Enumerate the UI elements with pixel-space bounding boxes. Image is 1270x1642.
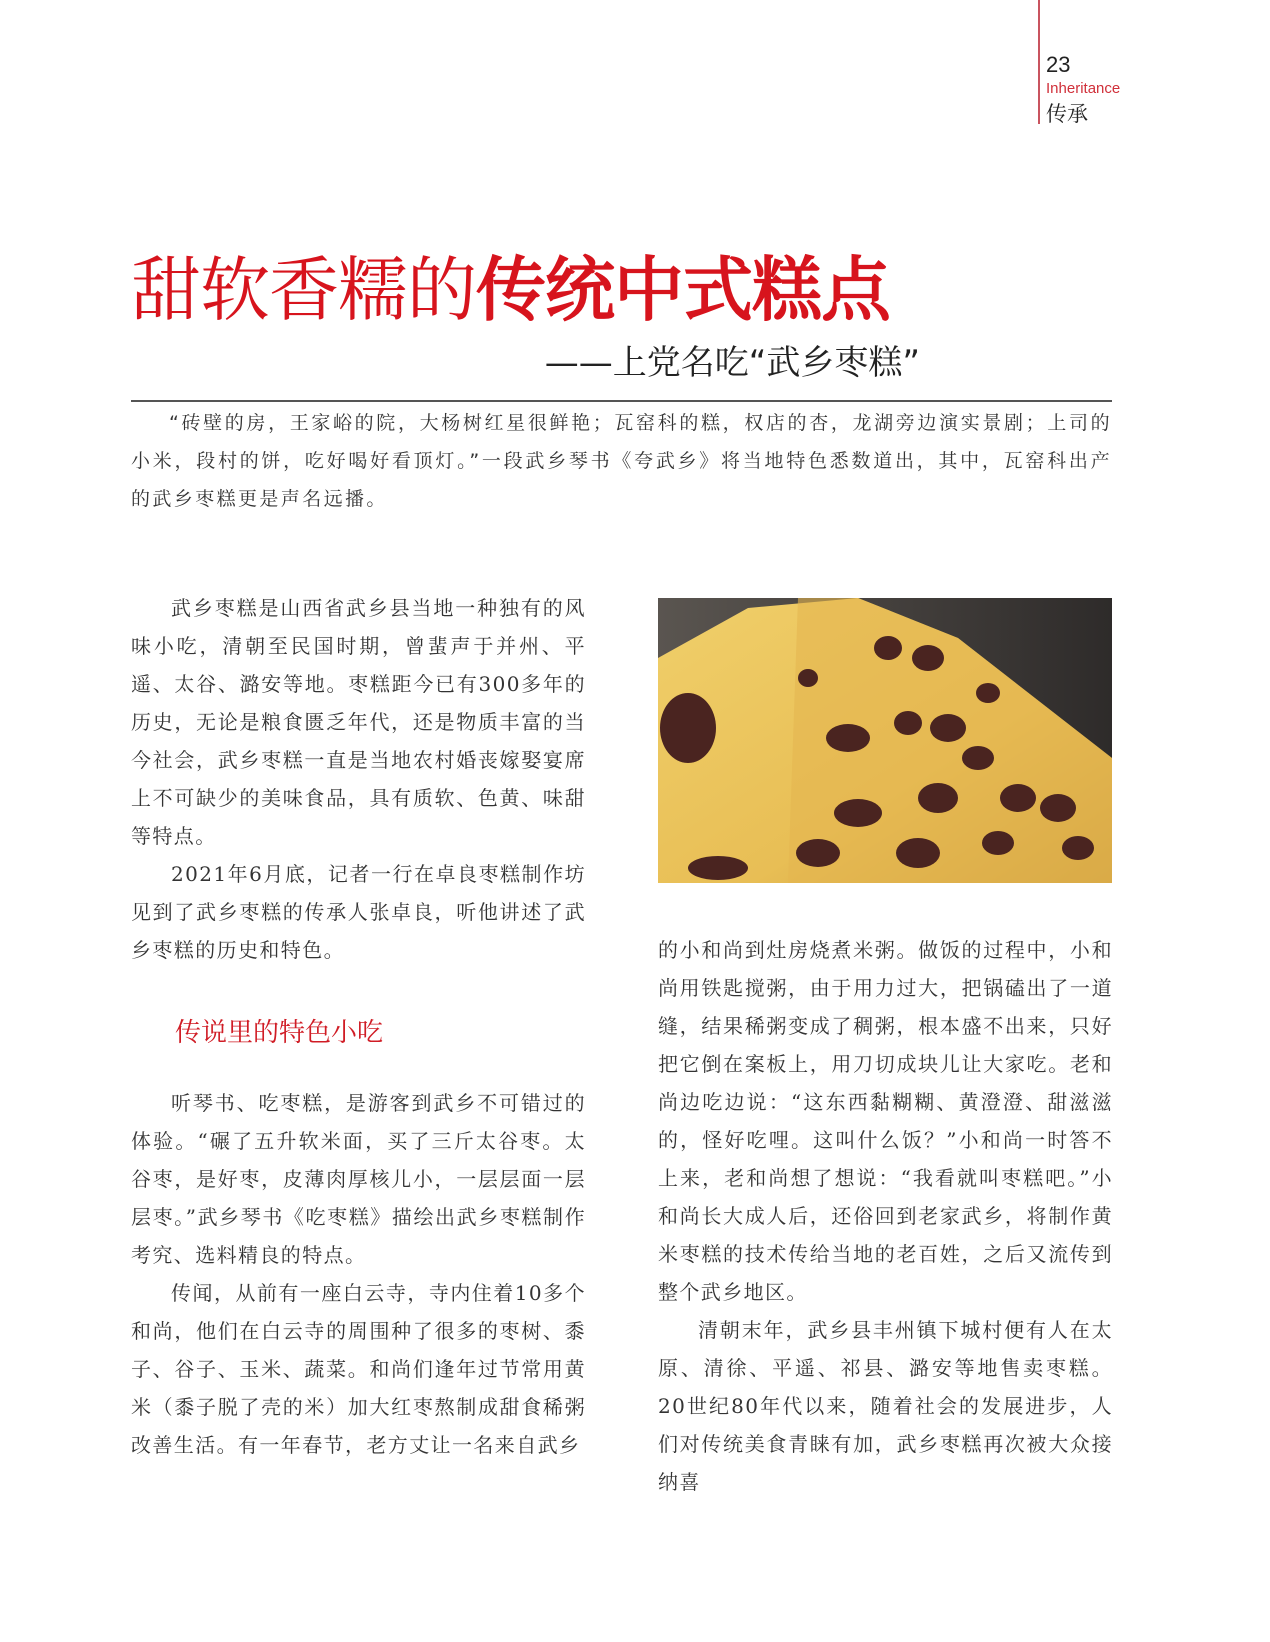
section-label-en: Inheritance — [1046, 80, 1121, 97]
title-rule — [131, 400, 1112, 402]
paragraph: 传闻，从前有一座白云寺，寺内住着10多个和尚，他们在白云寺的周围种了很多的枣树、黍子、谷子、玉米、蔬菜。和尚们逢年过节常用黄米（黍子脱了壳的米）加大红枣熬制成甜食稀粥改善生活。有一年春节，老方丈让一名来自武乡 — [131, 1281, 586, 1457]
section-label-cn: 传承 — [1046, 102, 1088, 126]
left-column-bottom — [131, 1084, 586, 1464]
paragraph: 2021年6月底，记者一行在卓良枣糕制作坊见到了武乡枣糕的传承人张卓良，听他讲述了武乡枣糕的历史和特色。 — [131, 862, 586, 962]
article-subtitle: ——上党名吃“武乡枣糕” — [544, 343, 920, 383]
intro-paragraph: “砖壁的房，王家峪的院，大杨树红星很鲜艳；瓦窑科的糕，权店的杏，龙湖旁边演实景剧；上司的小米，段村的饼，吃好喝好看顶灯。”一段武乡琴书《夸武乡》将当地特色悉数道出，其中，瓦窑科出产的武乡枣糕更是声名远播。 — [131, 412, 1112, 510]
title-bold: 传统中式糕点 — [476, 249, 890, 331]
right-column — [658, 931, 1113, 1501]
jujube-cake-photo — [658, 598, 1112, 883]
article-title — [131, 250, 890, 330]
header-divider — [1038, 0, 1040, 124]
section-heading: 传说里的特色小吃 — [175, 1018, 384, 1048]
paragraph: 清朝末年，武乡县丰州镇下城村便有人在太原、清徐、平遥、祁县、潞安等地售卖枣糕。20世纪80年代以来，随着社会的发展进步，人们对传统美食青睐有加，武乡枣糕再次被大众接纳喜 — [658, 1318, 1113, 1494]
title-light: 甜软香糯的 — [131, 249, 476, 331]
paragraph: 的小和尚到灶房烧煮米粥。做饭的过程中，小和尚用铁匙搅粥，由于用力过大，把锅磕出了一道缝，结果稀粥变成了稠粥，根本盛不出来，只好把它倒在案板上，用刀切成块儿让大家吃。老和尚边吃边说：“这东西黏糊糊、黄澄澄、甜滋滋的，怪好吃哩。这叫什么饭？”小和尚一时答不上来，老和尚想了想说：“我看就叫枣糕吧。”小和尚长大成人后，还俗回到老家武乡，将制作黄米枣糕的技术传给当地的老百姓，之后又流传到整个武乡地区。 — [658, 938, 1113, 1304]
page-number: 23 — [1046, 52, 1071, 77]
paragraph: 听琴书、吃枣糕，是游客到武乡不可错过的体验。“碾了五升软米面，买了三斤太谷枣。太谷枣，是好枣，皮薄肉厚核儿小，一层层面一层层枣。”武乡琴书《吃枣糕》描绘出武乡枣糕制作考究、选料精良的特点。 — [131, 1091, 586, 1267]
left-column-top — [131, 589, 586, 969]
paragraph: 武乡枣糕是山西省武乡县当地一种独有的风味小吃，清朝至民国时期，曾蜚声于并州、平遥、太谷、潞安等地。枣糕距今已有300多年的历史，无论是粮食匮乏年代，还是物质丰富的当今社会，武乡枣糕一直是当地农村婚丧嫁娶宴席上不可缺少的美味食品，具有质软、色黄、味甜等特点。 — [131, 596, 586, 848]
